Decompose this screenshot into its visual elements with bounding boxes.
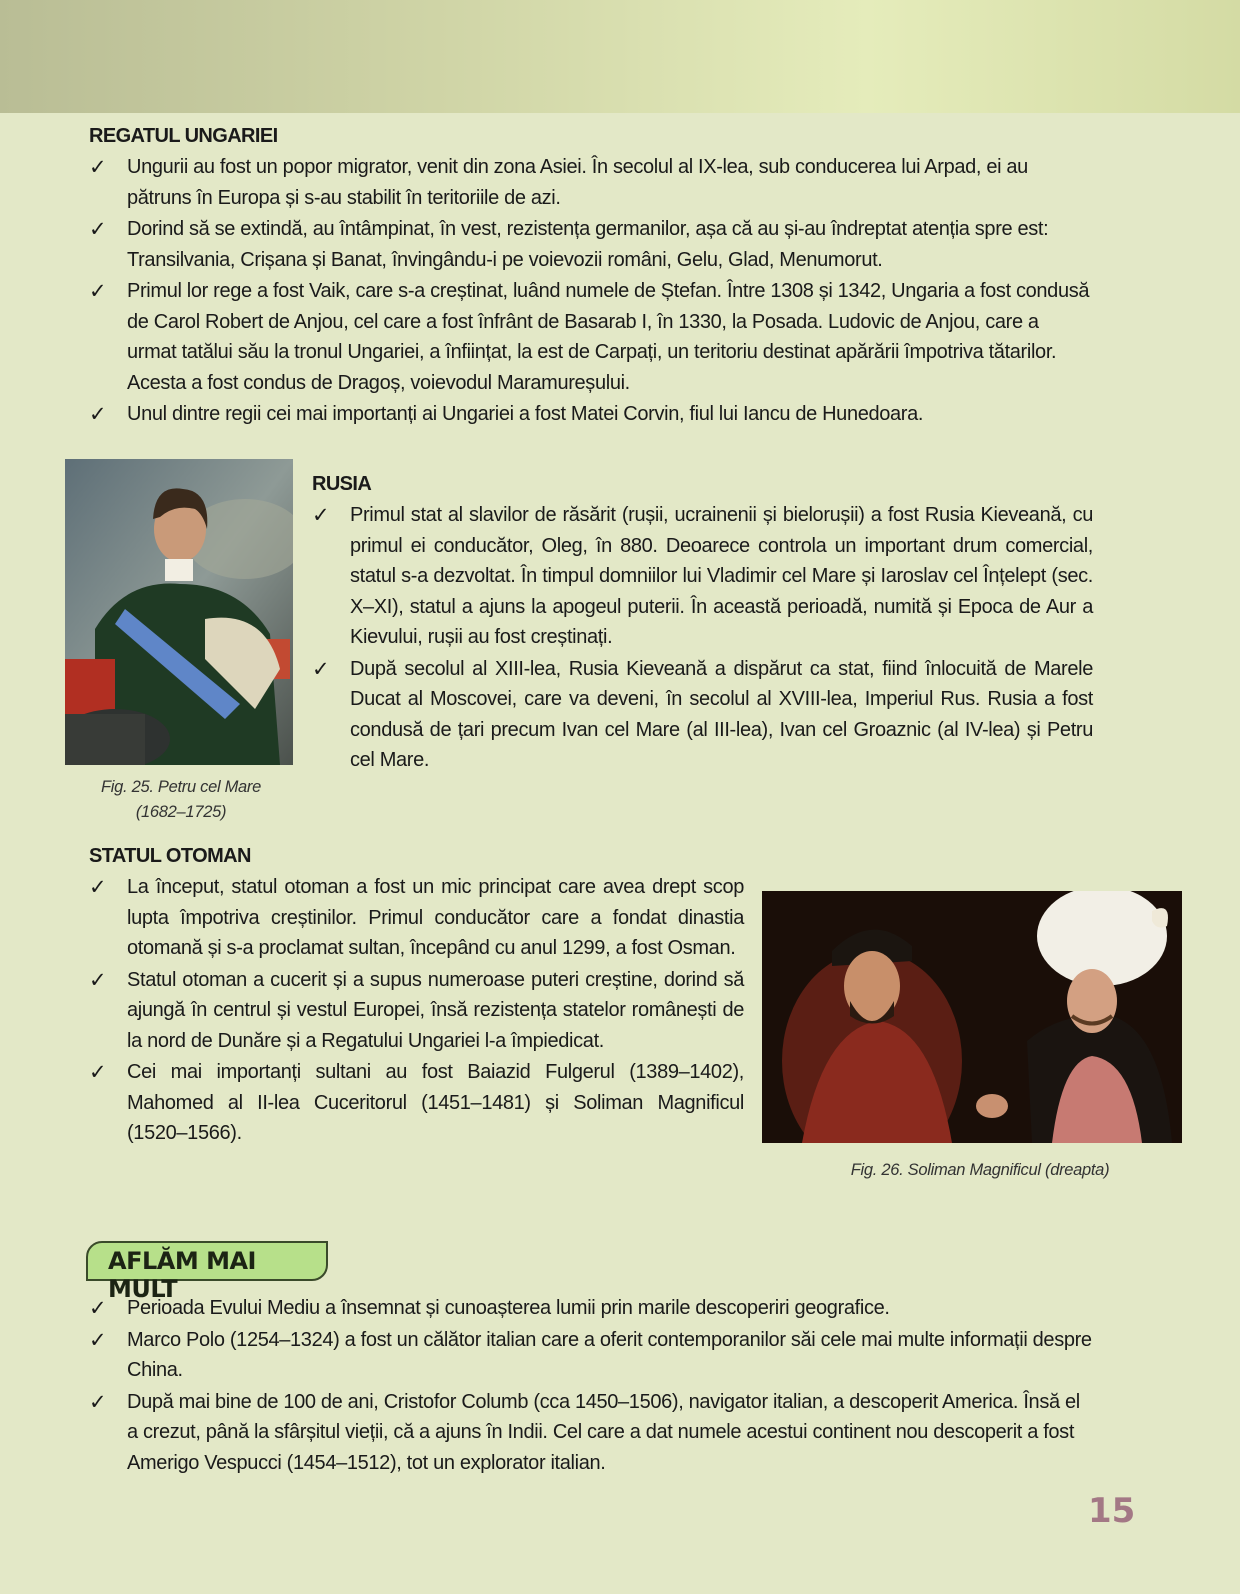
list-more bbox=[89, 1293, 1093, 1479]
figure-26-caption: Fig. 26. Soliman Magnificul (dreapta) bbox=[850, 1161, 1110, 1179]
list-item: ✓ Perioada Evului Mediu a însemnat și cunoașterea lumii prin marile descoperiri geografice. bbox=[89, 1293, 1093, 1324]
list-item: ✓ Marco Polo (1254–1324) a fost un călător italian care a oferit contemporanilor săi cele mai multe informații despre China. bbox=[89, 1325, 1093, 1386]
check-icon: ✓ bbox=[89, 402, 107, 426]
page-number: 15 bbox=[1088, 1491, 1136, 1531]
list-item: ✓ Cei mai importanți sultani au fost Baiazid Fulgerul (1389–1402), Mahomed al II-lea Cuceritorul (1451–1481) și Soliman Magnificul (1520–1566). bbox=[89, 1057, 744, 1149]
check-icon: ✓ bbox=[89, 967, 107, 992]
more-info-title: AFLĂM MAI MULT bbox=[108, 1247, 256, 1303]
portrait-petru-cel-mare bbox=[65, 459, 293, 765]
check-icon: ✓ bbox=[312, 656, 330, 681]
check-icon: ✓ bbox=[89, 217, 107, 241]
check-icon: ✓ bbox=[89, 279, 107, 303]
list-item: ✓ După secolul al XIII-lea, Rusia Kieveană a dispărut ca stat, fiind înlocuită de Marele Ducat al Moscovei, care va deveni, în secolul al XVIII-lea, Imperiul Rus. Rusia a fost condusă de țari precum Ivan cel Mare (al III-lea), Ivan cel Groaznic (al IV-lea) și Petru cel Mare. bbox=[312, 654, 1093, 776]
check-icon: ✓ bbox=[89, 1296, 107, 1320]
painting-soliman-magnificul bbox=[762, 891, 1182, 1143]
check-icon: ✓ bbox=[89, 1327, 107, 1352]
list-otoman bbox=[89, 872, 744, 1150]
check-icon: ✓ bbox=[89, 875, 107, 899]
list-item: ✓ Ungurii au fost un popor migrator, venit din zona Asiei. În secolul al IX-lea, sub conducerea lui Arpad, ei au pătruns în Europa și s-au stabilit în teritoriile de azi. bbox=[89, 152, 1093, 213]
more-info-label-box bbox=[86, 1241, 328, 1303]
list-rusia bbox=[312, 500, 1093, 777]
list-ungaria bbox=[89, 152, 1093, 431]
header-band bbox=[0, 0, 1240, 113]
list-item: ✓ La început, statul otoman a fost un mic principat care avea drept scop lupta împotriva creștinilor. Primul conducător care a fondat dinastia otomană și s-a proclamat sultan, începând cu anul 1299, a fost Osman. bbox=[89, 872, 744, 964]
check-icon: ✓ bbox=[89, 155, 107, 179]
list-item: ✓ Primul stat al slavilor de răsărit (rușii, ucrainenii și bielorușii) a fost Rusia Kieveană, cu primul ei conducător, Oleg, în 880. Deoarece controla un important drum comercial, statul s-a dezvoltat. În timpul domniilor lui Vladimir cel Mare și Iaroslav cel Înțelept (sec. X–XI), statul a ajuns la apogeul puterii. În această perioadă, numită și Epoca de Aur a Kievului, rușii au fost creștinați. bbox=[312, 500, 1093, 653]
check-icon: ✓ bbox=[312, 503, 330, 527]
list-item: ✓ Statul otoman a cucerit și a supus numeroase puteri creștine, dorind să ajungă în centrul și vestul Europei, însă rezistența statelor românești de la nord de Dunăre și a Regatului Ungariei l-a împiedicat. bbox=[89, 965, 744, 1057]
figure-25-caption: Fig. 25. Petru cel Mare (1682–1725) bbox=[100, 778, 261, 821]
list-item: ✓ Primul lor rege a fost Vaik, care s-a creștinat, luând numele de Ștefan. Între 1308 și 1342, Ungaria a fost condusă de Carol Robert de Anjou, cel care a fost înfrânt de Basarab I, în 1330, la Posada. Ludovic de Anjou, care a urmat tatălui său la tronul Ungariei, a înființat, la est de Carpați, un teritoriu destinat apărării împotriva tătarilor. Acesta a fost condus de Dragoș, voievodul Maramureșului. bbox=[89, 276, 1093, 398]
section-title-otoman: STATUL OTOMAN bbox=[89, 845, 251, 867]
list-item: ✓ După mai bine de 100 de ani, Cristofor Columb (cca 1450–1506), navigator italian, a descoperit America. Însă el a crezut, până la sfârșitul vieții, că a ajuns în Indii. Cel care a dat numele acestui continent nou descoperit a fost Amerigo Vespucci (1454–1512), tot un explorator italian. bbox=[89, 1387, 1093, 1479]
check-icon: ✓ bbox=[89, 1060, 107, 1084]
list-item: ✓ Unul dintre regii cei mai importanți ai Ungariei a fost Matei Corvin, fiul lui Iancu de Hunedoara. bbox=[89, 399, 1093, 430]
section-title-rusia: RUSIA bbox=[312, 473, 372, 495]
section-title-ungaria: REGATUL UNGARIEI bbox=[89, 125, 278, 147]
check-icon: ✓ bbox=[89, 1389, 107, 1414]
list-item: ✓ Dorind să se extindă, au întâmpinat, în vest, rezistența germanilor, așa că au și-au îndreptat atenția spre est: Transilvania, Crișana și Banat, învingându-i pe voievozii români, Gelu, Glad, Menumorut. bbox=[89, 214, 1093, 275]
